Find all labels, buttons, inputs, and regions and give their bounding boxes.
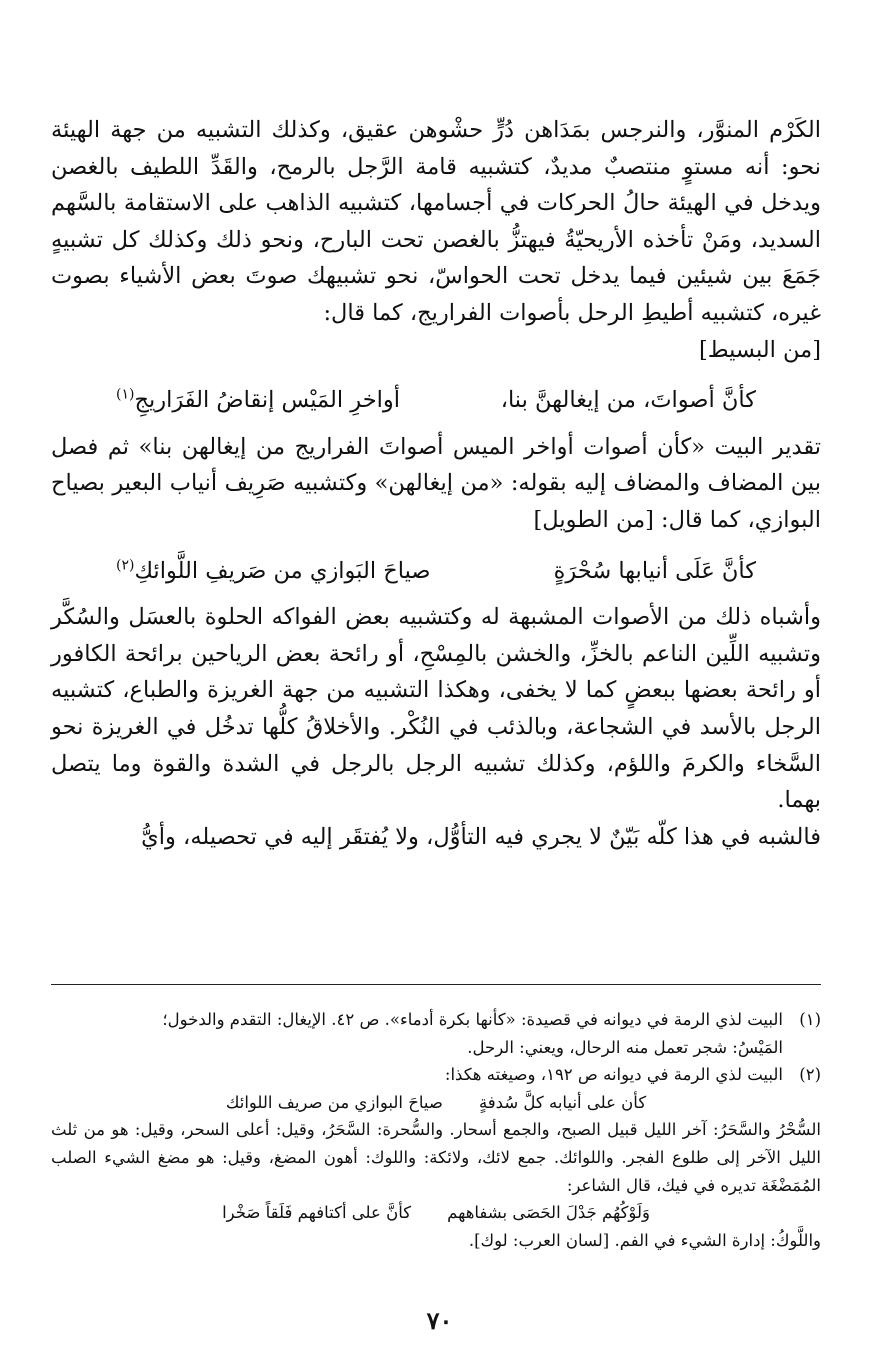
- footnote-2-verse: [51, 1089, 821, 1117]
- footnote-separator: [51, 984, 821, 985]
- footnote-2-poet-verse: [51, 1199, 821, 1227]
- verse-1: [116, 382, 756, 419]
- footnote-2-poet-verse-first: وَلَوْكُهُم جَدْلَ الحَصَى بشفاههم: [447, 1203, 650, 1223]
- footnote-2: [51, 1061, 821, 1089]
- footnote-2-poet-verse-second: كأنَّ على أكتافهم فَلَقاً صَخْرا: [222, 1203, 412, 1223]
- footnote-ref-1: (١): [116, 386, 135, 403]
- footnote-1: [51, 1006, 821, 1034]
- page-number: ٧٠: [426, 1306, 453, 1335]
- verse-1-second-hemistich: أواخرِ المَيْس إنقاضُ الفَرَاريجِ$^{(١)}$: [116, 386, 400, 414]
- verse-2-second-hemistich: صياحَ البَوازي من صَريفِ اللَّوائكِ$^{(٢)}$: [116, 557, 431, 584]
- footnote-2-number: (٢): [799, 1065, 821, 1085]
- footnote-1-text: البيت لذي الرمة في ديوانه في قصيدة: «كأنها بكرة أدماء». ص ٤٢. الإيغال: التقدم والدخول؛: [162, 1010, 783, 1029]
- main-text: [51, 112, 821, 855]
- paragraph-2: تقدير البيت «كأن أصوات أواخر الميس أصواتَ الفراريج من إيغالهن بنا» ثم فصل بين المضاف والمضاف إليه بقوله: «من إيغالهن» وكتشبيه صَرِيف أنياب البعير بصياح البوازي، كما قال: [من الطويل]: [51, 433, 821, 533]
- footnote-2-text: البيت لذي الرمة في ديوانه ص ١٩٢، وصيغته هكذا:: [444, 1065, 783, 1085]
- footnotes: [51, 1006, 821, 1254]
- footnote-1-continuation: المَيْسُ: شجر تعمل منه الرحال، ويعني: الرحل.: [467, 1037, 783, 1057]
- footnote-2-explanation: السُّحْرُ والسَّحَرُ: آخر الليل قبيل الصبح، والجمع أسحار. والسُّحرة: السَّحَرُ، وقيل: أعلى السحر، وقيل: هو من ثلث الليل الآخر إلى طلوع الفجر. واللوائك. جمع لائك، ولائكة: واللوك: أهون المضغ، وقيل: هو مضغ الشيء الصلب المُمَضْغَة تديره في فيك، قال الشاعر:: [51, 1120, 821, 1195]
- footnote-1-number: (١): [799, 1010, 821, 1029]
- footnote-2-source: واللَّوكُ: إدارة الشيء في الفم. [لسان العرب: لوك].: [468, 1230, 821, 1250]
- paragraph-1: الكَرْم المنوَّر، والنرجس بمَدَاهن دُرٍّ حشْوهن عقيق، وكذلك التشبيه من جهة الهيئة نحو: أنه مستوٍ منتصبٌ مديدٌ، كتشبيه قامة الرَّجل بالرمح، والقَدِّ اللطيف بالغصن ويدخل في الهيئة حالُ الحركات في أجسامها، كتشبيه الذاهب على الاستقامة بالسَّهم السديد، ومَنْ تأخذه الأريحيّةُ فيهتزُّ بالغصن تحت البارح، ونحو ذلك وكذلك كل تشبيهٍ جَمَعَ بين شيئين فيما يدخل تحت الحواسّ، نحو تشبيهك صوتَ بعض الأشياء بصوت غيره، كتشبيه أطيطِ الرحل بأصوات الفراريج، كما قال:: [51, 117, 821, 326]
- footnote-2-verse-first: كأن على أنيابه كلَّ سُدفةٍ: [478, 1092, 647, 1112]
- paragraph-3: وأشباه ذلك من الأصوات المشبهة له وكتشبيه بعض الفواكه الحلوة بالعسَل والسُكَّر وتشبيه اللِّين الناعم بالخزِّ، والخشن بالمِسْحِ، أو رائحة بعض الرياحين برائحة الكافور أو رائحة بعضها ببعضٍ كما لا يخفى، وهكذا التشبيه من جهة الغريزة والطباع، كتشبيه الرجل بالأسد في الشجاعة، وبالذئب في النُكْر. والأخلاقُ كلُّها تدخُل في الغريزة نحو السَّخاء والكرمَ واللؤم، وكذلك تشبيه الرجل بالرجل في الشدة والقوة وما يتصل بهما.: [51, 604, 821, 814]
- meter-label-1: [من البسيط]: [698, 336, 821, 363]
- paragraph-4: فالشبه في هذا كلّه بَيّنٌ لا يجري فيه التأوُّل، ولا يُفتقَر إليه في تحصيله، وأيُّ: [141, 823, 821, 850]
- verse-2: [116, 553, 756, 590]
- footnote-2-verse-second: صياحَ البوازي من صريف اللوائك: [225, 1092, 443, 1112]
- verse-1-first-hemistich: كأنَّ أصواتَ، من إيغالهنَّ بنا،: [500, 387, 756, 414]
- verse-2-first-hemistich: كأنَّ عَلَى أنيابها سُحْرَةٍ: [553, 557, 756, 584]
- footnote-ref-2: (٢): [116, 557, 135, 574]
